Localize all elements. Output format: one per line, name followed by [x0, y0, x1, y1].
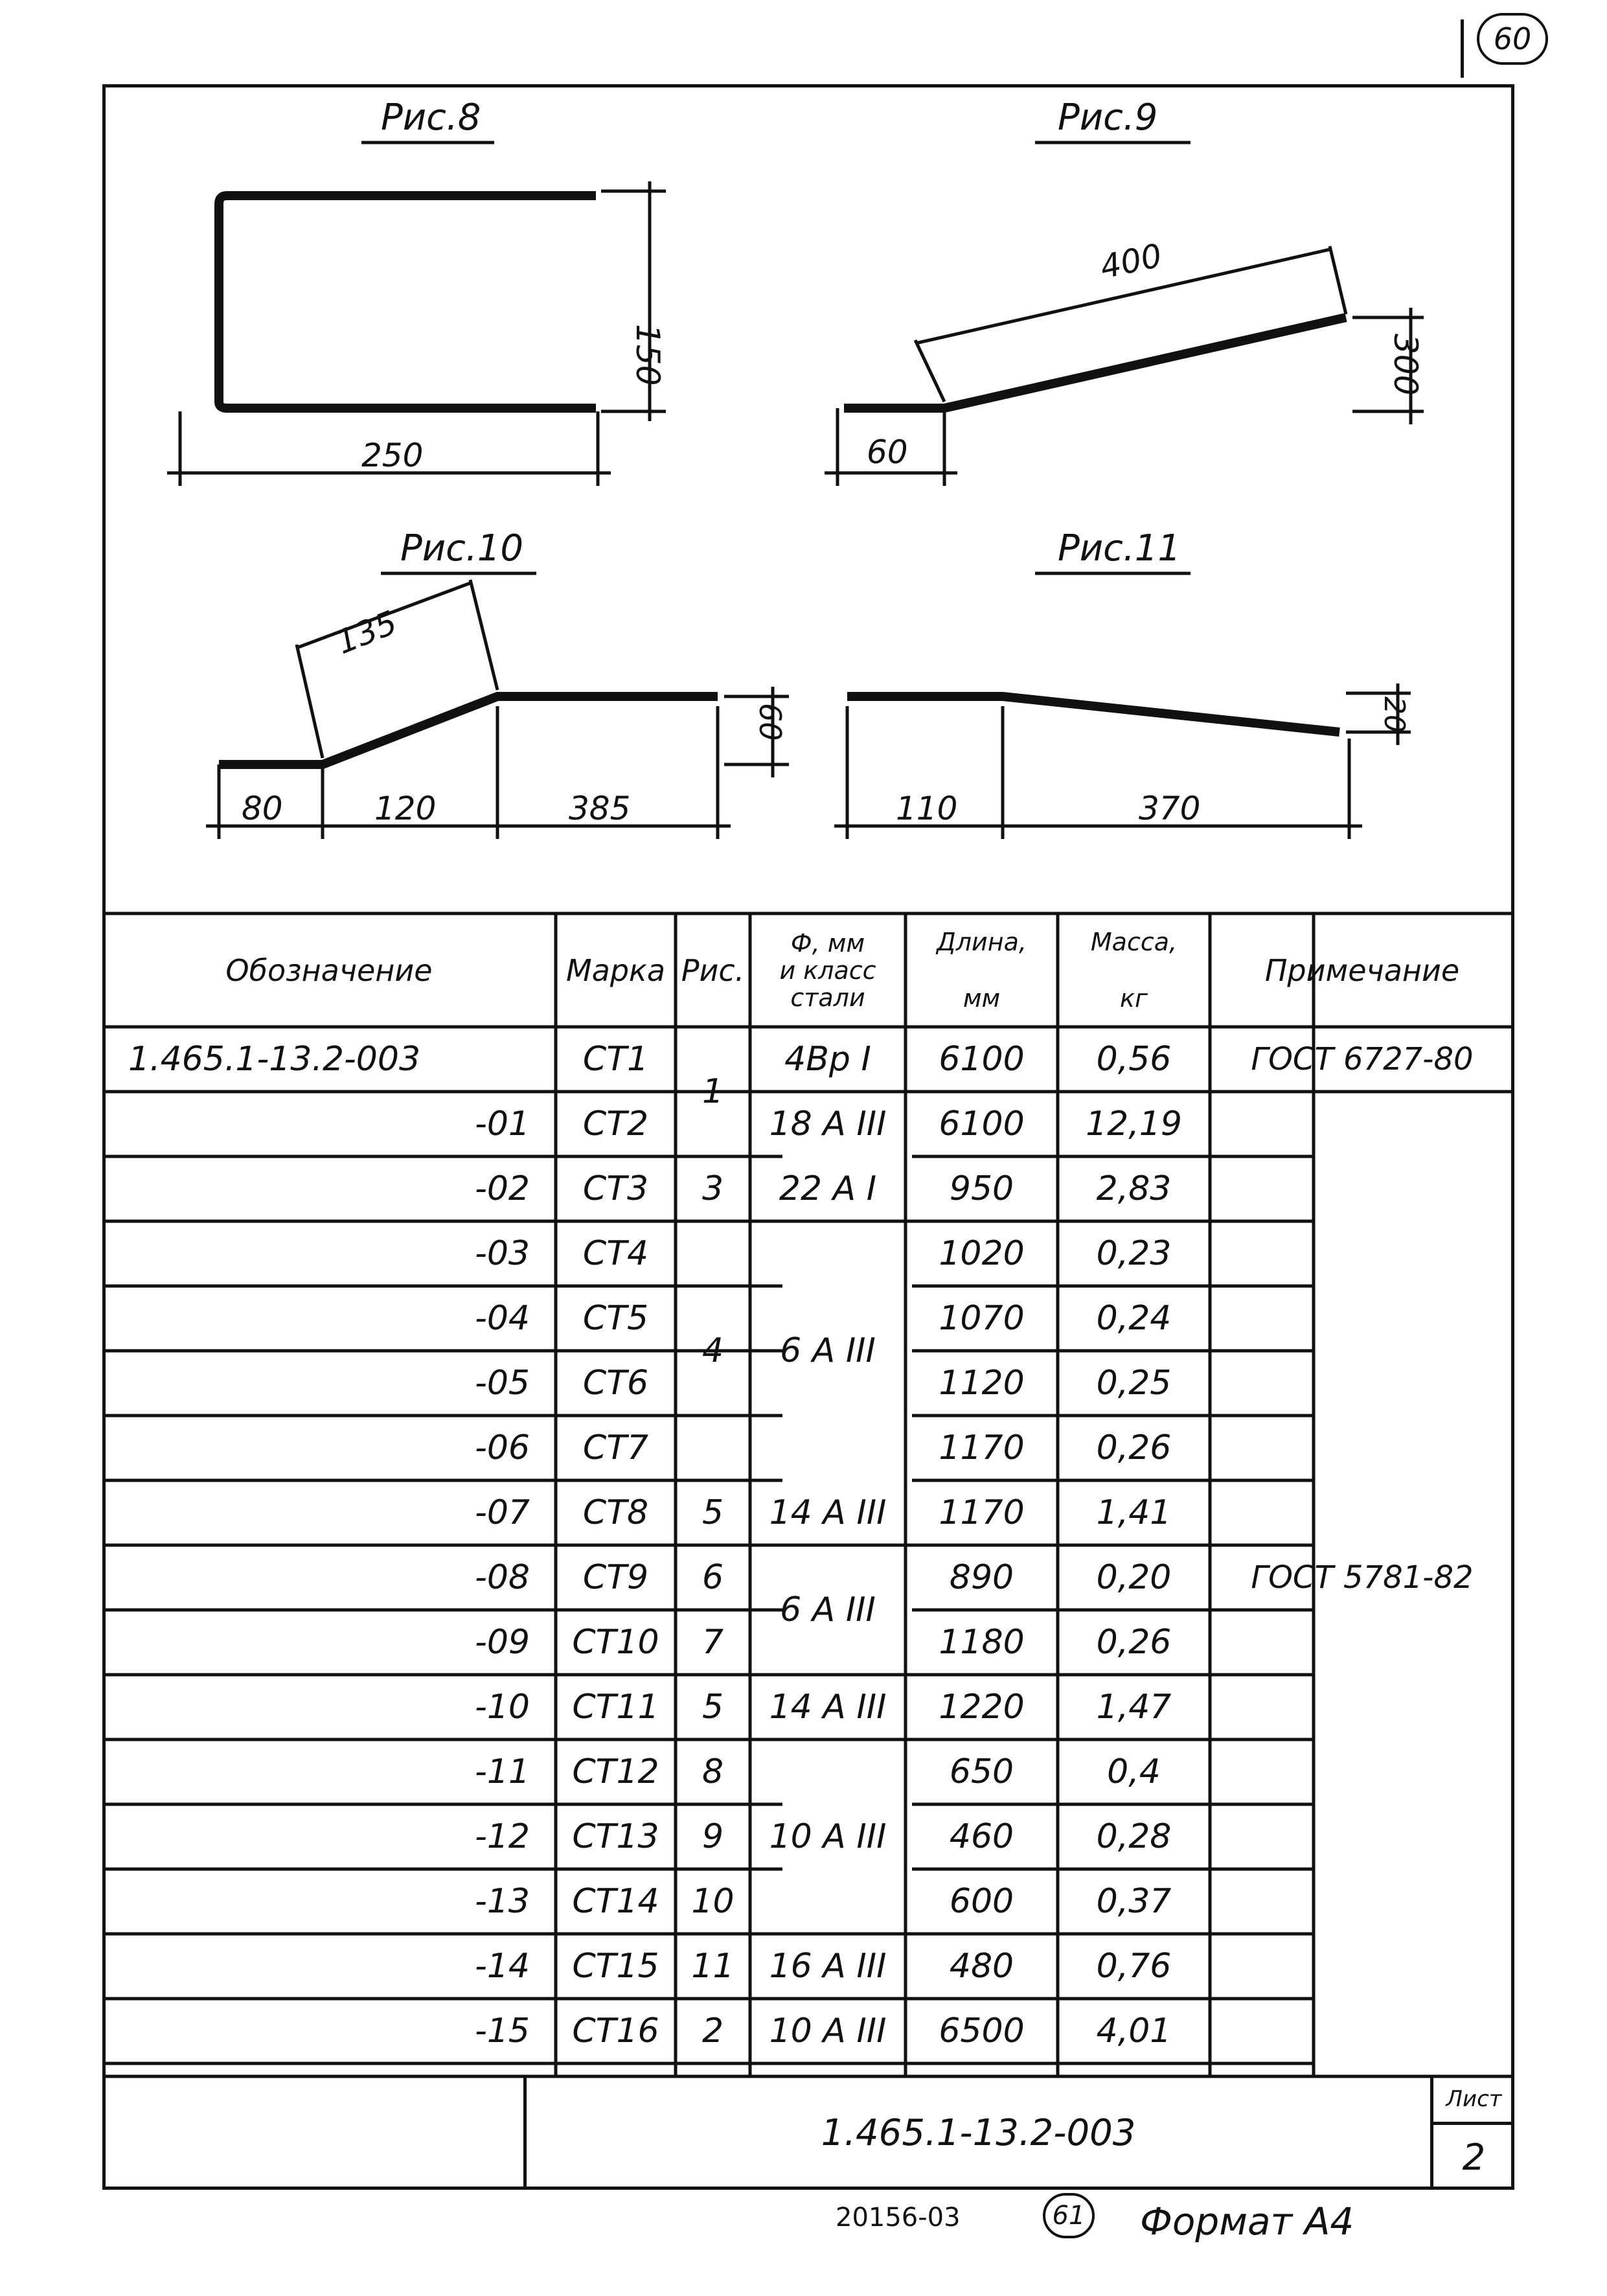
row-length: 1170: [939, 1429, 1025, 1467]
row-designation: -08: [475, 1558, 530, 1597]
row-length: 460: [949, 1817, 1014, 1856]
row-mark: СТ10: [572, 1623, 659, 1662]
row-mass: 0,25: [1096, 1364, 1172, 1403]
row-designation: -03: [475, 1234, 530, 1273]
row-mass: 0,20: [1096, 1558, 1172, 1597]
header-mass: Масса, кг: [1090, 927, 1178, 1013]
fig10-dim-left: 80: [242, 790, 283, 827]
row-designation: -04: [475, 1299, 530, 1338]
doc-code: 1.465.1-13.2-003: [821, 2112, 1136, 2154]
fig10-title: Рис.10: [400, 527, 524, 569]
row-length: 1120: [939, 1364, 1025, 1403]
row-length: 1070: [939, 1299, 1025, 1338]
row-mark: СТ8: [582, 1493, 649, 1532]
header-note: Примечание: [1264, 952, 1460, 988]
row-mark: СТ11: [572, 1688, 659, 1727]
fig10-dim-mid: 120: [374, 790, 437, 827]
fig-group-5a: 5: [701, 1493, 724, 1532]
row-mass: 0,4: [1107, 1752, 1161, 1791]
row-designation: -13: [475, 1882, 530, 1921]
header-fig: Рис.: [681, 952, 745, 988]
fig10-dim-right: 385: [569, 790, 631, 827]
header-designation: Обозначение: [225, 952, 433, 988]
row-mark: СТ14: [572, 1882, 659, 1921]
row-designation: -09: [475, 1623, 530, 1662]
steel-6a3-group: 6 А III: [780, 1331, 876, 1370]
row-mark: СТ13: [572, 1817, 659, 1856]
fig-group-10: 10: [691, 1882, 735, 1921]
row-designation: 1.465.1-13.2-003: [128, 1040, 421, 1079]
fig9-dim-height: 300: [1387, 334, 1424, 396]
row-length: 1180: [939, 1623, 1025, 1662]
steel-6a3-b: 6 А III: [780, 1590, 876, 1629]
row-designation: -11: [475, 1752, 530, 1791]
row-mass: 0,76: [1096, 1947, 1172, 1986]
fig11-dim-right: 370: [1139, 790, 1201, 827]
row-designation: -15: [475, 2012, 530, 2050]
row-length: 600: [949, 1882, 1014, 1921]
fig-group-8: 8: [701, 1752, 724, 1791]
row-mark: СТ16: [572, 2012, 659, 2050]
fig8-dim-width: 250: [361, 437, 424, 474]
row-designation: -02: [475, 1169, 530, 1208]
row-length: 1170: [939, 1493, 1025, 1532]
fig10-dim-slope: 135: [330, 603, 402, 662]
row-designation: -07: [475, 1493, 530, 1532]
inventory-number: 20156-03: [836, 2203, 961, 2233]
row-mark: СТ3: [582, 1169, 649, 1208]
row-length: 650: [949, 1752, 1014, 1791]
row-mark: СТ7: [582, 1429, 649, 1467]
row-mass: 0,26: [1096, 1429, 1172, 1467]
row-mark: СТ6: [582, 1364, 649, 1403]
row-mass: 1,41: [1096, 1493, 1172, 1532]
fig-group-6: 6: [701, 1558, 724, 1597]
header-mark: Марка: [565, 952, 666, 988]
fig8-dim-height: 150: [629, 324, 667, 386]
steel-14a3-b: 14 А III: [769, 1688, 887, 1727]
row-designation: -06: [475, 1429, 530, 1467]
steel-4vr1: 4Вр I: [784, 1040, 871, 1079]
row-designation: -01: [475, 1105, 530, 1143]
circle-number: 61: [1043, 2193, 1095, 2238]
steel-18a3: 18 А III: [769, 1105, 887, 1143]
row-length: 6500: [939, 2012, 1025, 2050]
row-mark: СТ5: [582, 1299, 649, 1338]
row-mass: 0,37: [1096, 1882, 1172, 1921]
row-length: 1220: [939, 1688, 1025, 1727]
fig10-shape: [219, 696, 718, 764]
format-label: Формат А4: [1140, 2199, 1354, 2244]
row-mass: 0,24: [1096, 1299, 1172, 1338]
row-mass: 0,28: [1096, 1817, 1172, 1856]
note-gost-5781: ГОСТ 5781-82: [1251, 1559, 1474, 1596]
fig11-dim-left: 110: [896, 790, 958, 827]
fig8-title: Рис.8: [381, 97, 481, 139]
row-mark: СТ4: [582, 1234, 649, 1273]
fig-group-11: 11: [691, 1947, 735, 1986]
row-designation: -12: [475, 1817, 530, 1856]
row-mark: СТ15: [572, 1947, 659, 1986]
row-mass: 4,01: [1096, 2012, 1172, 2050]
row-length: 480: [949, 1947, 1014, 1986]
fig-group-1: 1: [701, 1072, 724, 1111]
title-block: [102, 2076, 1514, 2190]
row-length: 1020: [939, 1234, 1025, 1273]
row-designation: -14: [475, 1947, 530, 1986]
header-diameter: Ф, мм и класс стали: [779, 928, 876, 1012]
page-mark-tick: [1461, 19, 1464, 78]
figures-area: [102, 84, 1514, 913]
row-designation: -05: [475, 1364, 530, 1403]
row-mass: 2,83: [1096, 1169, 1172, 1208]
fig9-dim-flat: 60: [867, 433, 908, 471]
fig-group-9: 9: [701, 1817, 724, 1856]
fig-group-2: 2: [701, 2012, 724, 2050]
row-length: 890: [949, 1558, 1014, 1597]
fig9-shape: [844, 317, 1346, 408]
row-mark: СТ9: [582, 1558, 649, 1597]
fig11-shape: [847, 696, 1339, 732]
fig10-dim-height: 60: [753, 703, 788, 741]
row-mark: СТ1: [582, 1040, 649, 1079]
sheet-number: 2: [1462, 2136, 1486, 2179]
note-gost-6727: ГОСТ 6727-80: [1251, 1041, 1474, 1077]
sheet-label: Лист: [1446, 2086, 1502, 2112]
steel-14a3-a: 14 А III: [769, 1493, 887, 1532]
row-mass: 12,19: [1086, 1105, 1182, 1143]
row-length: 6100: [939, 1040, 1025, 1079]
page-number-top: 60: [1477, 13, 1548, 65]
fig11-dim-height: 20: [1378, 696, 1411, 733]
fig8-shape: [219, 196, 596, 408]
row-mass: 0,56: [1096, 1040, 1172, 1079]
steel-16a3: 16 А III: [769, 1947, 887, 1986]
row-mark: СТ12: [572, 1752, 659, 1791]
steel-22a1: 22 А I: [779, 1169, 877, 1208]
fig-group-5b: 5: [701, 1688, 724, 1727]
fig9-dim-slope: 400: [1097, 236, 1165, 286]
steel-10a3-b: 10 А III: [769, 2012, 887, 2050]
fig-group-7: 7: [701, 1623, 724, 1662]
fig-group-3: 3: [701, 1169, 724, 1208]
fig11-title: Рис.11: [1058, 527, 1181, 569]
row-mass: 0,23: [1096, 1234, 1172, 1273]
row-mark: СТ2: [582, 1105, 649, 1143]
row-length: 950: [949, 1169, 1014, 1208]
row-mass: 0,26: [1096, 1623, 1172, 1662]
steel-10a3-group: 10 А III: [769, 1817, 887, 1856]
fig9-title: Рис.9: [1058, 97, 1158, 139]
header-length: Длина, мм: [937, 927, 1027, 1013]
fig-group-4: 4: [701, 1331, 724, 1370]
row-designation: -10: [475, 1688, 530, 1727]
row-mass: 1,47: [1096, 1688, 1172, 1727]
row-length: 6100: [939, 1105, 1025, 1143]
